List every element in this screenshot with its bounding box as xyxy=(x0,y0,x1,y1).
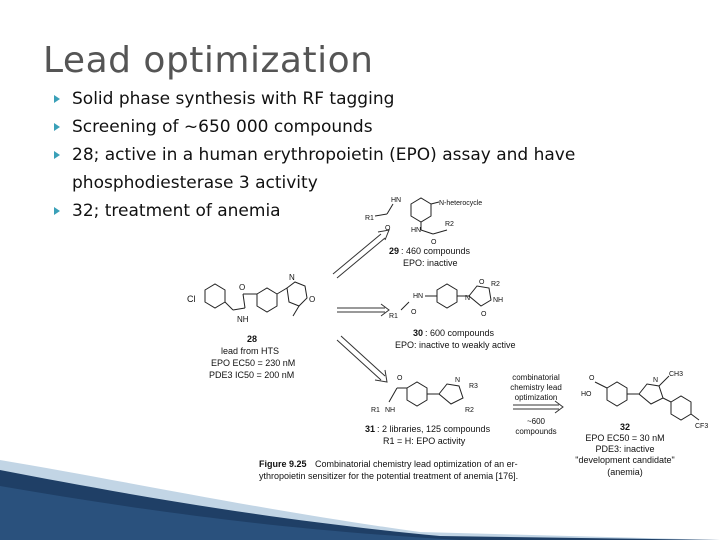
compound-number: 30 xyxy=(413,328,424,338)
atom-label: O xyxy=(481,311,487,318)
atom-label: HN xyxy=(391,197,402,204)
atom-label: N xyxy=(289,273,295,282)
compound-status: "development candidate" xyxy=(575,455,675,465)
compound-number: 31 xyxy=(365,424,376,434)
compound-activity: EPO: inactive to weakly active xyxy=(395,340,516,350)
pyrazole-ring-icon xyxy=(639,384,663,404)
atom-label: HO xyxy=(581,391,592,398)
hydantoin-ring-icon xyxy=(469,286,491,306)
arrow-label: ~600 xyxy=(526,417,546,426)
bullet-item xyxy=(52,141,657,197)
benzene-ring-icon xyxy=(607,382,627,406)
atom-label: R2 xyxy=(445,221,454,228)
bullet-text: Screening of ~650 000 compounds xyxy=(72,117,373,137)
benzene-ring-icon xyxy=(205,284,225,308)
atom-label: N-heterocycle xyxy=(439,200,483,207)
atom-label: N xyxy=(455,377,461,384)
compound-activity: EPO EC50 = 30 nM xyxy=(585,433,665,443)
arrow-right-icon xyxy=(337,304,389,316)
atom-label: HN xyxy=(413,293,424,300)
atom-label: NH xyxy=(237,315,249,324)
bullet-arrow-icon xyxy=(54,207,60,215)
compound-number: 32 xyxy=(619,422,631,432)
atom-label: O xyxy=(385,225,391,232)
atom-label: CH3 xyxy=(669,371,684,378)
arrow-label: chemistry lead xyxy=(510,383,562,392)
atom-label: R2 xyxy=(491,281,500,288)
atom-label: O xyxy=(309,295,316,304)
atom-label: HN xyxy=(411,227,422,234)
compound-description: lead from HTS xyxy=(221,346,280,356)
atom-label: R1 xyxy=(365,215,374,222)
compound-number: 28 xyxy=(247,334,258,344)
arrow-label: compounds xyxy=(515,427,557,436)
figure-caption-text: Combinatorial chemistry lead optimization of an er- xyxy=(315,459,518,469)
atom-label: Cl xyxy=(187,294,196,304)
benzene-ring-icon xyxy=(411,198,431,222)
compound-count: : 600 compounds xyxy=(425,328,495,338)
bullet-item xyxy=(52,85,692,113)
decorative-wave xyxy=(0,440,720,540)
bullet-arrow-icon xyxy=(54,95,60,103)
atom-label: R2 xyxy=(465,407,474,414)
atom-label: O xyxy=(431,239,437,246)
arrow-down-icon xyxy=(337,336,387,382)
pyrazole-ring-icon xyxy=(439,384,463,404)
atom-label: NH xyxy=(385,407,396,414)
atom-label: N xyxy=(653,377,659,384)
bullet-text: Solid phase synthesis with RF tagging xyxy=(72,89,395,109)
atom-label: O xyxy=(397,375,403,382)
compound-activity: EPO: inactive xyxy=(403,258,458,268)
benzene-ring-icon xyxy=(671,396,691,420)
bullet-item xyxy=(52,113,692,141)
atom-label: R3 xyxy=(469,383,478,390)
compound-number: 29 xyxy=(389,246,400,256)
bullet-text: 32; treatment of anemia xyxy=(72,201,281,221)
figure-caption-label: Figure 9.25 xyxy=(259,459,307,469)
atom-label: O xyxy=(479,279,485,286)
optimization-arrow-icon xyxy=(513,401,563,413)
arrow-label: combinatorial xyxy=(512,373,560,382)
bullet-text: 28; active in a human erythropoietin (EPO) assay and have phosphodiesterase 3 activity xyxy=(72,145,576,193)
figure-caption-text: ythropoietin sensitizer for the potential treatment of anemia [176]. xyxy=(259,471,519,481)
compound-activity: R1 = H: EPO activity xyxy=(383,436,466,446)
benzene-ring-icon xyxy=(257,288,277,312)
atom-label: N xyxy=(465,295,471,302)
compound-activity: PDE3: inactive xyxy=(595,444,655,454)
atom-label: NH xyxy=(493,297,504,304)
bullet-arrow-icon xyxy=(54,151,60,159)
arrow-label: optimization xyxy=(514,393,558,402)
compound-activity: EPO EC50 = 230 nM xyxy=(211,358,296,368)
benzene-ring-icon xyxy=(407,382,427,406)
atom-label: O xyxy=(589,375,595,382)
benzene-ring-icon xyxy=(437,284,457,308)
atom-label: CF3 xyxy=(695,423,709,430)
compound-use: (anemia) xyxy=(607,467,643,477)
atom-label: R1 xyxy=(389,313,398,320)
atom-label: O xyxy=(411,309,417,316)
pyridazinone-ring-icon xyxy=(287,282,307,306)
atom-label: R1 xyxy=(371,407,380,414)
compound-count: : 2 libraries, 125 compounds xyxy=(377,424,491,434)
compound-count: : 460 compounds xyxy=(401,246,471,256)
compound-activity: PDE3 IC50 = 200 nM xyxy=(209,370,295,380)
bullet-arrow-icon xyxy=(54,123,60,131)
arrow-up-icon xyxy=(333,230,389,278)
atom-label: O xyxy=(239,283,246,292)
slide-title: Lead optimization xyxy=(43,40,374,81)
